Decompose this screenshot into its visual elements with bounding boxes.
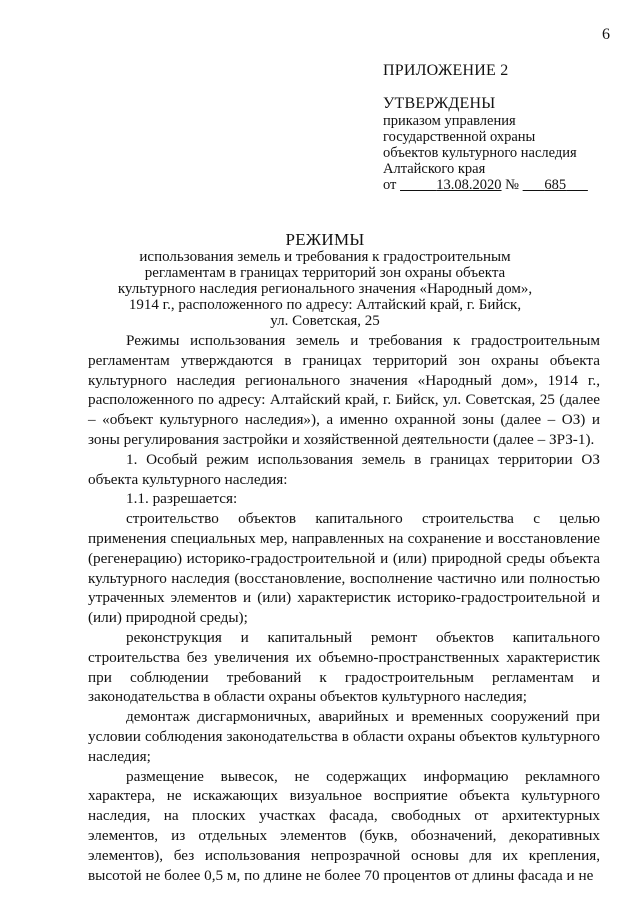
heading-line: ул. Советская, 25 [270,313,380,329]
heading-line: регламентам в границах территорий зон охраны объекта [144,265,506,281]
heading-line: 1914 г., расположенного по адресу: Алтайский край, г. Бийск, [128,297,522,313]
permitted-item-demolition: демонтаж дисгармоничных, аварийных и временных сооружений при условии соблюдения законодательства в области охраны объектов культурного наследия; [88,708,600,765]
document-heading [90,232,560,329]
approval-line: объектов культурного наследия [383,145,577,161]
permitted-item-signage: размещение вывесок, не содержащих информацию рекламного характера, не искажающих визуальное восприятие объекта культурного наследия, на плоских участках фасада, свободных от архитектурных элементов, из отдельных элементов (букв, обозначений, декоративных элементов), без использования непрозрачной основы для их крепления, высотой не более 0,5 м, по длине не более 70 процентов от длины фасада и не [88,767,600,884]
approval-title: УТВЕРЖДЕНЫ [383,95,496,112]
heading-line: культурного наследия регионального значения «Народный дом», [117,281,533,297]
subsection-1-1-heading: 1.1. разрешается: [126,490,238,508]
permitted-item-reconstruction: реконструкция и капитальный ремонт объектов капитального строительства без увеличения их объемно-пространственных характеристик при соблюдении требований к градостроительным регламентам и законодательства в области охраны объектов культурного наследия; [88,628,600,706]
document-title: РЕЖИМЫ [285,230,365,249]
order-line [383,177,623,193]
body-text [88,331,600,885]
order-number: 685 [544,177,567,193]
heading-line: использования земель и требования к градостроительным [139,249,511,265]
permitted-item-construction: строительство объектов капитального строительства с целью применения специальных мер, направленных на сохранение и восстановление (регенерацию) историко-градостроительной и (или) природной среды объекта культурного наследия (восстановление, восполнение частично или полностью утраченных элементов и (или) характеристик историко-градостроительной и (или) природной среды); [88,510,600,627]
approval-block [383,96,623,193]
approval-line: Алтайского края [383,161,486,177]
approval-line: приказом управления [383,113,516,129]
section-1-heading: 1. Особый режим использования земель в границах территории ОЗ объекта культурного наследия: [88,450,600,488]
order-prefix: от [383,177,397,193]
order-no-label: № [505,177,519,193]
intro-paragraph: Режимы использования земель и требования к градостроительным регламентам утверждаются в границах территорий зон охраны объекта культурного наследия регионального значения «Народный дом», 1914 г., расположенного по адресу: Алтайский край, г. Бийск, ул. Советская, 25 (далее – «объект культурного наследия»), а именно охранной зоны (далее – ОЗ) и зоны регулирования застройки и хозяйственной деятельности (далее – ЗРЗ-1). [88,332,600,448]
page-number: 6 [602,26,610,43]
approval-line: государственной охраны [383,129,536,145]
order-date: 13.08.2020 [436,177,502,193]
appendix-label: ПРИЛОЖЕНИЕ 2 [383,62,509,79]
